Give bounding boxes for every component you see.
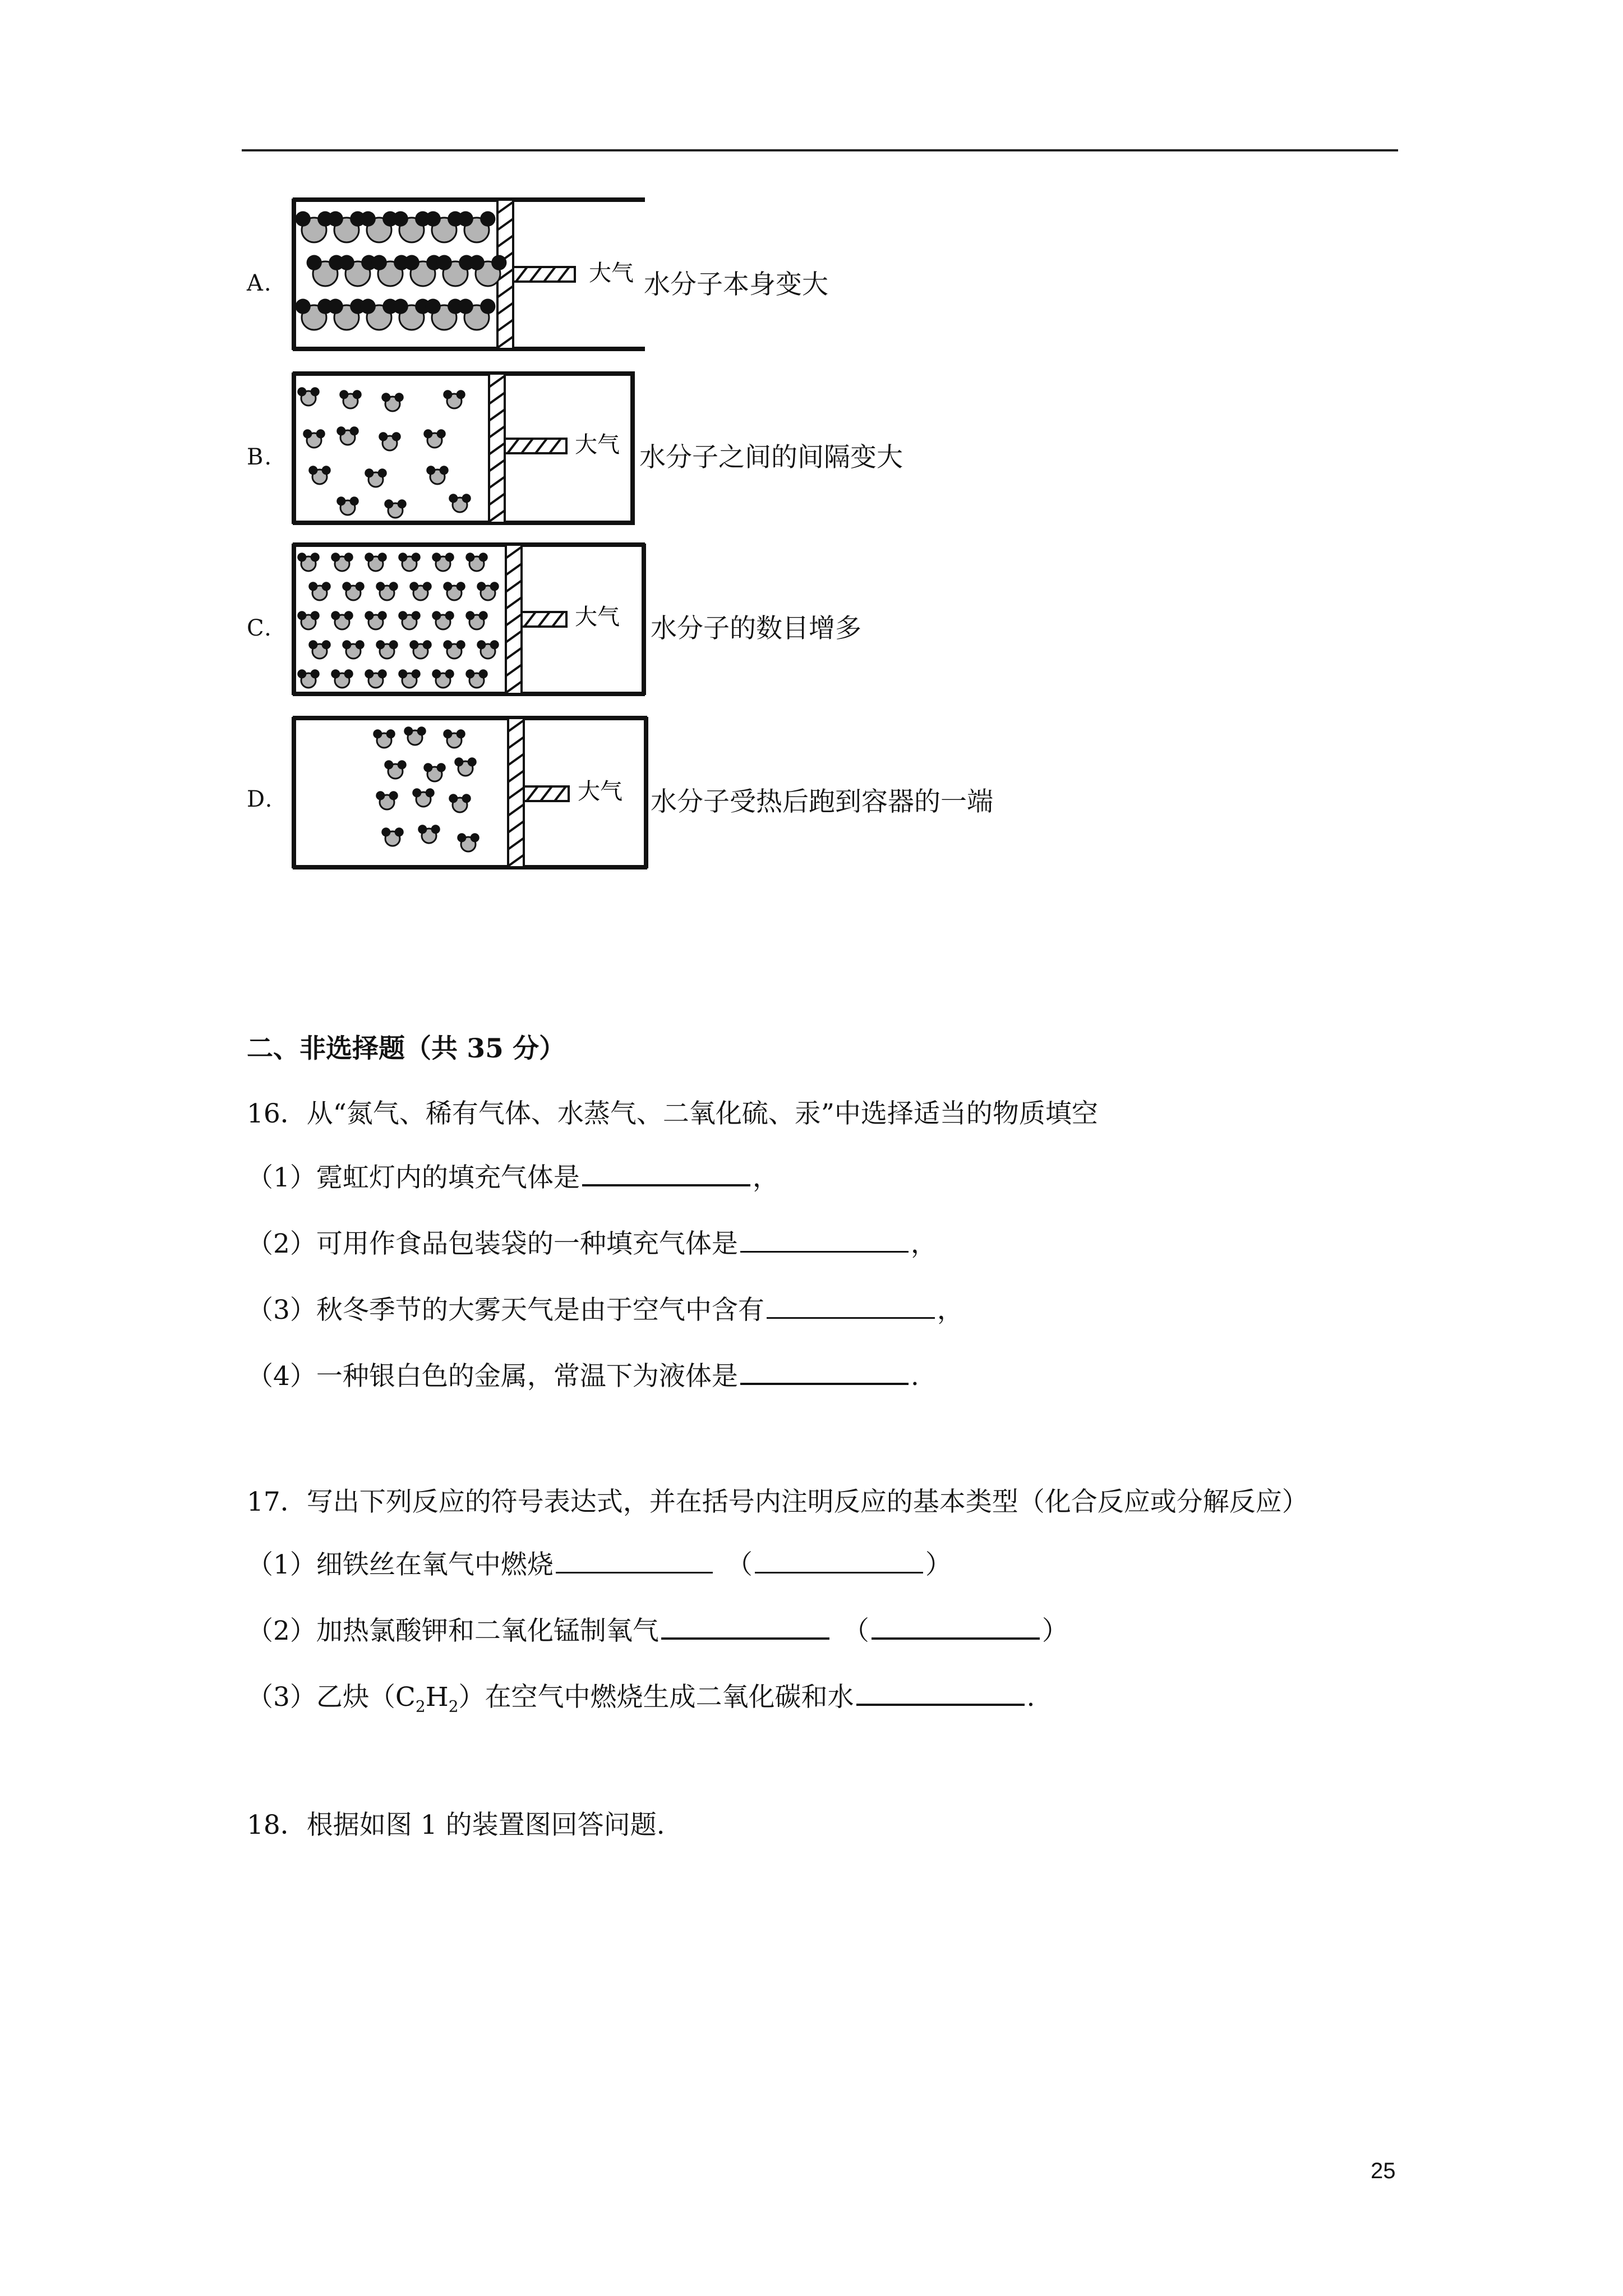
hydrogen-atom (373, 729, 382, 738)
hydrogen-atom (386, 729, 395, 738)
q17-item-3-text-a: （3）乙炔（C (247, 1682, 416, 1713)
piston-label: 大气 (575, 432, 620, 458)
hydrogen-atom (398, 553, 407, 562)
hydrogen-atom (432, 669, 441, 678)
hydrogen-atom (393, 211, 408, 227)
hydrogen-atom (311, 611, 320, 620)
hydrogen-atom (356, 640, 365, 649)
hydrogen-atom (311, 669, 320, 678)
hydrogen-atom (376, 640, 385, 649)
hydrogen-atom (344, 669, 353, 678)
hydrogen-atom (437, 255, 452, 270)
hydrogen-atom (490, 640, 499, 649)
hydrogen-atom (344, 553, 353, 562)
hydrogen-atom (379, 432, 388, 441)
piston (506, 545, 620, 694)
piston-label: 大气 (575, 604, 620, 630)
reaction-type-blank[interactable] (872, 1615, 1040, 1640)
hydrogen-atom (480, 211, 495, 227)
hydrogen-atom (458, 299, 473, 314)
hydrogen-atom (465, 611, 474, 620)
hydrogen-atom (423, 582, 432, 591)
hydrogen-atom (462, 494, 471, 503)
q16-item-4-text: （4）一种银白色的金属，常温下为液体是 (247, 1361, 738, 1392)
hydrogen-atom (308, 582, 317, 591)
q17-item-3-text-b: H (425, 1682, 449, 1713)
hydrogen-atom (389, 791, 398, 800)
hydrogen-atom (350, 496, 359, 505)
hydrogen-atom (398, 499, 407, 508)
section-heading: 二、非选择题（共 35 分） (247, 1033, 566, 1064)
hydrogen-atom (404, 255, 419, 270)
hydrogen-atom (477, 582, 486, 591)
question-16-stem: 16．从“氮气、稀有气体、水蒸气、二氧化硫、汞”中选择适当的物质填空 (247, 1098, 1098, 1129)
hydrogen-atom (469, 255, 485, 270)
hydrogen-atom (445, 611, 454, 620)
hydrogen-atom (443, 390, 452, 399)
option-d-text: 水分子受热后跑到容器的一端 (651, 786, 993, 817)
option-c-letter: C. (247, 615, 273, 641)
q17-item-2-text: （2）加热氯酸钾和二氧化锰制氧气 (247, 1616, 659, 1646)
hydrogen-atom (423, 429, 432, 438)
hydrogen-atom (395, 393, 404, 402)
hydrogen-atom (426, 788, 435, 797)
hydrogen-atom (316, 429, 325, 438)
hydrogen-atom (477, 640, 486, 649)
hydrogen-atom (462, 794, 471, 803)
piston-label: 大气 (589, 260, 634, 286)
hydrogen-atom (328, 211, 343, 227)
option-c (0, 541, 1623, 698)
hydrogen-atom (468, 757, 477, 766)
option-a (0, 196, 1623, 353)
hydrogen-atom (303, 429, 312, 438)
hydrogen-atom (458, 211, 473, 227)
hydrogen-atom (412, 669, 421, 678)
hydrogen-atom (426, 466, 435, 475)
hydrogen-atom (423, 763, 432, 772)
hydrogen-atom (378, 468, 387, 477)
cylinder-diagram-d (292, 712, 651, 875)
hydrogen-atom (449, 494, 458, 503)
subscript: 2 (448, 1697, 459, 1716)
hydrogen-atom (389, 640, 398, 649)
hydrogen-atom (412, 553, 421, 562)
hydrogen-atom (454, 757, 463, 766)
option-b-text: 水分子之间的间隔变大 (639, 442, 903, 473)
hydrogen-atom (311, 553, 320, 562)
hydrogen-atom (479, 669, 488, 678)
option-d-letter: D. (247, 786, 274, 812)
hydrogen-atom (465, 553, 474, 562)
hydrogen-atom (417, 726, 426, 735)
hydrogen-atom (426, 299, 441, 314)
hydrogen-atom (457, 390, 465, 399)
bracket-open: （ (842, 1616, 869, 1646)
q17-item-1 (247, 1544, 952, 1581)
hydrogen-atom (445, 669, 454, 678)
hydrogen-atom (465, 669, 474, 678)
hydrogen-atom (443, 640, 452, 649)
hydrogen-atom (440, 466, 449, 475)
hydrogen-atom (398, 611, 407, 620)
hydrogen-atom (409, 640, 418, 649)
hydrogen-atom (457, 640, 465, 649)
hydrogen-atom (331, 611, 340, 620)
hydrogen-atom (361, 211, 376, 227)
bracket-close: ） (925, 1549, 952, 1580)
hydrogen-atom (471, 833, 479, 842)
hydrogen-atom (339, 390, 348, 399)
hydrogen-atom (365, 468, 374, 477)
piston (497, 200, 634, 349)
q16-item-3 (247, 1289, 963, 1327)
q17-item-3-text-c: ）在空气中燃烧生成二氧化碳和水 (458, 1682, 854, 1713)
cylinder-diagram-c (292, 541, 651, 698)
cylinder-diagram-b (292, 370, 651, 527)
hydrogen-atom (378, 553, 387, 562)
equation-blank[interactable] (856, 1681, 1025, 1706)
hydrogen-atom (437, 763, 446, 772)
hydrogen-atom (398, 669, 407, 678)
option-b-letter: B. (247, 444, 273, 470)
piston (508, 718, 623, 867)
q16-item-3-text: （3）秋冬季节的大雾天气是由于空气中含有 (247, 1295, 764, 1326)
q16-item-1 (247, 1157, 779, 1194)
hydrogen-atom (331, 669, 340, 678)
hydrogen-atom (297, 611, 306, 620)
hydrogen-atom (393, 299, 408, 314)
hydrogen-atom (480, 299, 495, 314)
hydrogen-atom (404, 726, 413, 735)
punctuation: ， (910, 1228, 937, 1259)
cylinder-diagram-a (292, 196, 651, 353)
hydrogen-atom (342, 640, 351, 649)
hydrogen-atom (412, 611, 421, 620)
hydrogen-atom (372, 255, 387, 270)
hydrogen-atom (389, 582, 398, 591)
hydrogen-atom (344, 611, 353, 620)
answer-blank[interactable] (740, 1228, 909, 1253)
hydrogen-atom (308, 640, 317, 649)
q16-item-2 (247, 1223, 937, 1260)
hydrogen-atom (365, 611, 374, 620)
equation-blank[interactable] (661, 1615, 829, 1640)
hydrogen-atom (336, 426, 345, 435)
hydrogen-atom (443, 582, 452, 591)
hydrogen-atom (361, 299, 376, 314)
page-number: 25 (1371, 2159, 1396, 2183)
option-a-letter: A. (247, 270, 273, 296)
q17-item-3 (247, 1676, 1035, 1715)
punctuation: . (1026, 1682, 1035, 1713)
hydrogen-atom (384, 760, 393, 769)
molecules (296, 211, 507, 330)
hydrogen-atom (308, 466, 317, 475)
answer-blank[interactable] (767, 1295, 935, 1319)
piston-label: 大气 (578, 779, 623, 804)
hydrogen-atom (431, 825, 440, 834)
punctuation: . (910, 1361, 919, 1392)
hydrogen-atom (445, 553, 454, 562)
q16-item-2-text: （2）可用作食品包装袋的一种填充气体是 (247, 1228, 738, 1259)
hydrogen-atom (307, 255, 322, 270)
piston (489, 374, 620, 523)
hydrogen-atom (398, 760, 407, 769)
option-b (0, 370, 1623, 527)
hydrogen-atom (350, 426, 359, 435)
hydrogen-atom (365, 669, 374, 678)
bracket-close: ） (1041, 1616, 1068, 1646)
hydrogen-atom (381, 827, 390, 836)
hydrogen-atom (449, 794, 458, 803)
hydrogen-atom (365, 553, 374, 562)
hydrogen-atom (437, 429, 446, 438)
hydrogen-atom (412, 788, 421, 797)
option-c-text: 水分子的数目增多 (651, 613, 861, 644)
answer-blank[interactable] (740, 1360, 909, 1385)
question-17-stem: 17．写出下列反应的符号表达式，并在括号内注明反应的基本类型（化合反应或分解反应） (247, 1487, 1308, 1517)
hydrogen-atom (479, 611, 488, 620)
equation-blank[interactable] (556, 1549, 713, 1573)
hydrogen-atom (378, 611, 387, 620)
hydrogen-atom (432, 611, 441, 620)
hydrogen-atom (342, 582, 351, 591)
q16-item-4 (247, 1355, 919, 1393)
reaction-type-blank[interactable] (755, 1549, 923, 1573)
hydrogen-atom (457, 582, 465, 591)
hydrogen-atom (376, 791, 385, 800)
hydrogen-atom (418, 825, 427, 834)
hydrogen-atom (339, 255, 354, 270)
hydrogen-atom (322, 466, 331, 475)
subscript: 2 (415, 1697, 426, 1716)
hydrogen-atom (490, 582, 499, 591)
hydrogen-atom (353, 390, 362, 399)
hydrogen-atom (331, 553, 340, 562)
hydrogen-atom (457, 729, 465, 738)
hydrogen-atom (322, 640, 331, 649)
question-18-stem: 18．根据如图 1 的装置图回答问题. (247, 1810, 665, 1841)
hydrogen-atom (376, 582, 385, 591)
hydrogen-atom (392, 432, 401, 441)
option-a-text: 水分子本身变大 (644, 269, 828, 300)
hydrogen-atom (443, 729, 452, 738)
hydrogen-atom (297, 669, 306, 678)
punctuation: ， (937, 1295, 963, 1326)
header-rule (242, 149, 1398, 151)
hydrogen-atom (296, 299, 311, 314)
hydrogen-atom (409, 582, 418, 591)
molecules (297, 387, 471, 518)
hydrogen-atom (423, 640, 432, 649)
molecules (297, 553, 499, 688)
hydrogen-atom (395, 827, 404, 836)
hydrogen-atom (381, 393, 390, 402)
hydrogen-atom (378, 669, 387, 678)
q17-item-2 (247, 1610, 1068, 1648)
hydrogen-atom (297, 553, 306, 562)
hydrogen-atom (296, 211, 311, 227)
hydrogen-atom (479, 553, 488, 562)
hydrogen-atom (491, 255, 506, 270)
hydrogen-atom (457, 833, 466, 842)
hydrogen-atom (297, 387, 306, 396)
hydrogen-atom (426, 211, 441, 227)
bracket-open: （ (726, 1549, 753, 1580)
hydrogen-atom (328, 299, 343, 314)
option-d (0, 712, 1623, 875)
hydrogen-atom (356, 582, 365, 591)
hydrogen-atom (384, 499, 393, 508)
hydrogen-atom (311, 387, 320, 396)
hydrogen-atom (336, 496, 345, 505)
punctuation: ， (752, 1162, 779, 1193)
hydrogen-atom (432, 553, 441, 562)
q16-item-1-text: （1）霓虹灯内的填充气体是 (247, 1162, 580, 1193)
q17-item-1-text: （1）细铁丝在氧气中燃烧 (247, 1549, 554, 1580)
hydrogen-atom (322, 582, 331, 591)
answer-blank[interactable] (582, 1162, 750, 1186)
molecules (373, 726, 479, 852)
